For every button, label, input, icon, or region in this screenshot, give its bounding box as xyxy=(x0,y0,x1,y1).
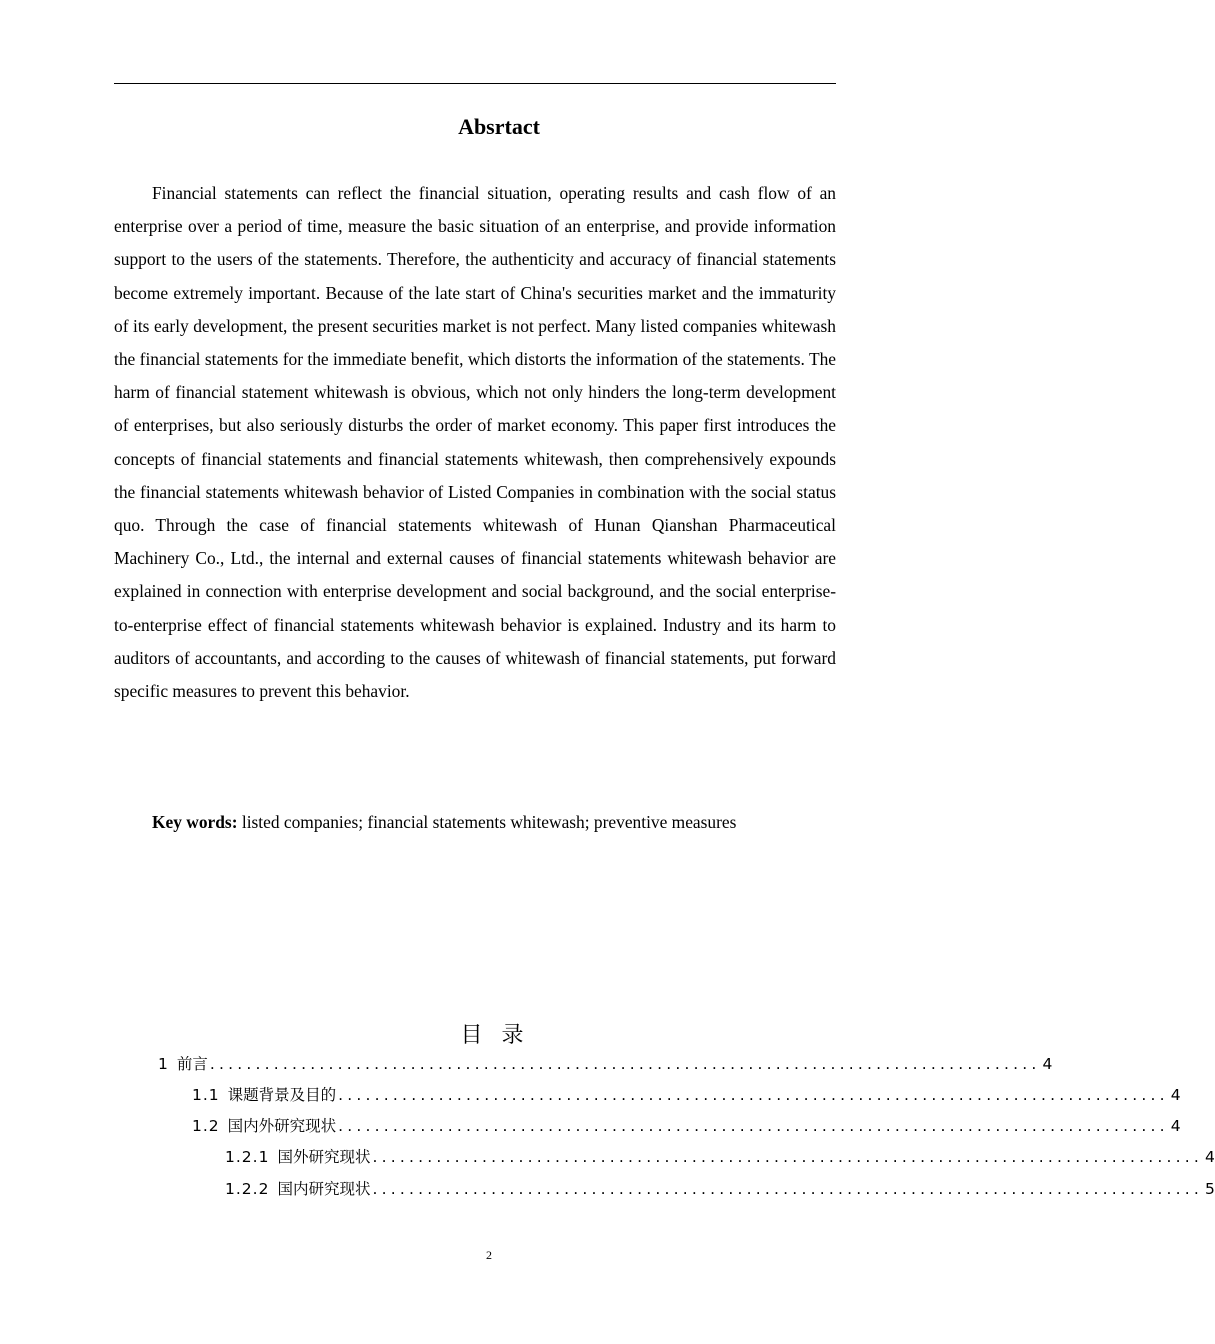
toc-entry[interactable] xyxy=(192,1083,1181,1107)
toc-entry-page: 4 xyxy=(1042,1055,1053,1073)
toc-entry-text: 前言 xyxy=(176,1055,208,1073)
toc-entry[interactable] xyxy=(225,1145,1215,1169)
toc-leader-dots: ........................................................................................... xyxy=(372,1180,1204,1198)
toc-entry-page: 5 xyxy=(1205,1180,1215,1198)
toc-entry-number: 1.1 xyxy=(192,1086,220,1104)
toc-entry-number: 1.2 xyxy=(192,1117,220,1135)
toc-entry[interactable] xyxy=(158,1052,1053,1076)
toc-entry-number: 1.2.2 xyxy=(225,1180,270,1198)
toc-entry[interactable] xyxy=(192,1114,1181,1138)
keywords-label: Key words: xyxy=(152,812,238,832)
toc-entry-page: 4 xyxy=(1170,1117,1181,1135)
abstract-body: Financial statements can reflect the financial situation, operating results and cash flow of an enterprise over a period of time, measure the basic situation of an enterprise, and provide information support to the users of the statements. Therefore, the authenticity and accuracy of financial statements become extremely important. Because of the late start of China's securities market and the immaturity of its early development, the present securities market is not perfect. Many listed companies whitewash the financial statements for the immediate benefit, which distorts the information of the statements. The harm of financial statement whitewash is obvious, which not only hinders the long-term development of enterprises, but also seriously disturbs the order of market economy. This paper first introduces the concepts of financial statements and financial statements whitewash, then comprehensively expounds the financial statements whitewash behavior of Listed Companies in combination with the social status quo. Through the case of financial statements whitewash of Hunan Qianshan Pharmaceutical Machinery Co., Ltd., the internal and external causes of financial statements whitewash behavior are explained in connection with enterprise development and social background, and the social enterprise-to-enterprise effect of financial statements whitewash behavior is explained. Industry and its harm to auditors of accountants, and according to the causes of whitewash of financial statements, put forward specific measures to prevent this behavior. xyxy=(114,183,836,702)
toc-leader-dots: ........................................................................................... xyxy=(372,1148,1204,1166)
toc-title: 目 录 xyxy=(460,1023,530,1048)
toc-entry-text: 国内外研究现状 xyxy=(227,1117,337,1135)
toc-entry-page: 4 xyxy=(1205,1148,1215,1166)
toc-entry-text: 国外研究现状 xyxy=(277,1148,371,1166)
toc-entry-text: 国内研究现状 xyxy=(277,1180,371,1198)
toc-entry[interactable] xyxy=(225,1177,1215,1201)
page-number: 2 xyxy=(486,1248,492,1262)
header-rule xyxy=(114,83,836,84)
toc-entry-text: 课题背景及目的 xyxy=(227,1086,337,1104)
toc-leader-dots: ........................................................................................... xyxy=(338,1117,1169,1135)
abstract-title: Absrtact xyxy=(458,114,540,139)
toc-entry-number: 1 xyxy=(158,1055,169,1073)
keywords-text: listed companies; financial statements whitewash; preventive measures xyxy=(241,812,737,832)
toc-leader-dots: ........................................................................................... xyxy=(209,1055,1041,1073)
toc-entry-number: 1.2.1 xyxy=(225,1148,270,1166)
toc-leader-dots: ........................................................................................... xyxy=(338,1086,1169,1104)
toc-entry-page: 4 xyxy=(1170,1086,1181,1104)
keywords-line xyxy=(152,808,852,836)
